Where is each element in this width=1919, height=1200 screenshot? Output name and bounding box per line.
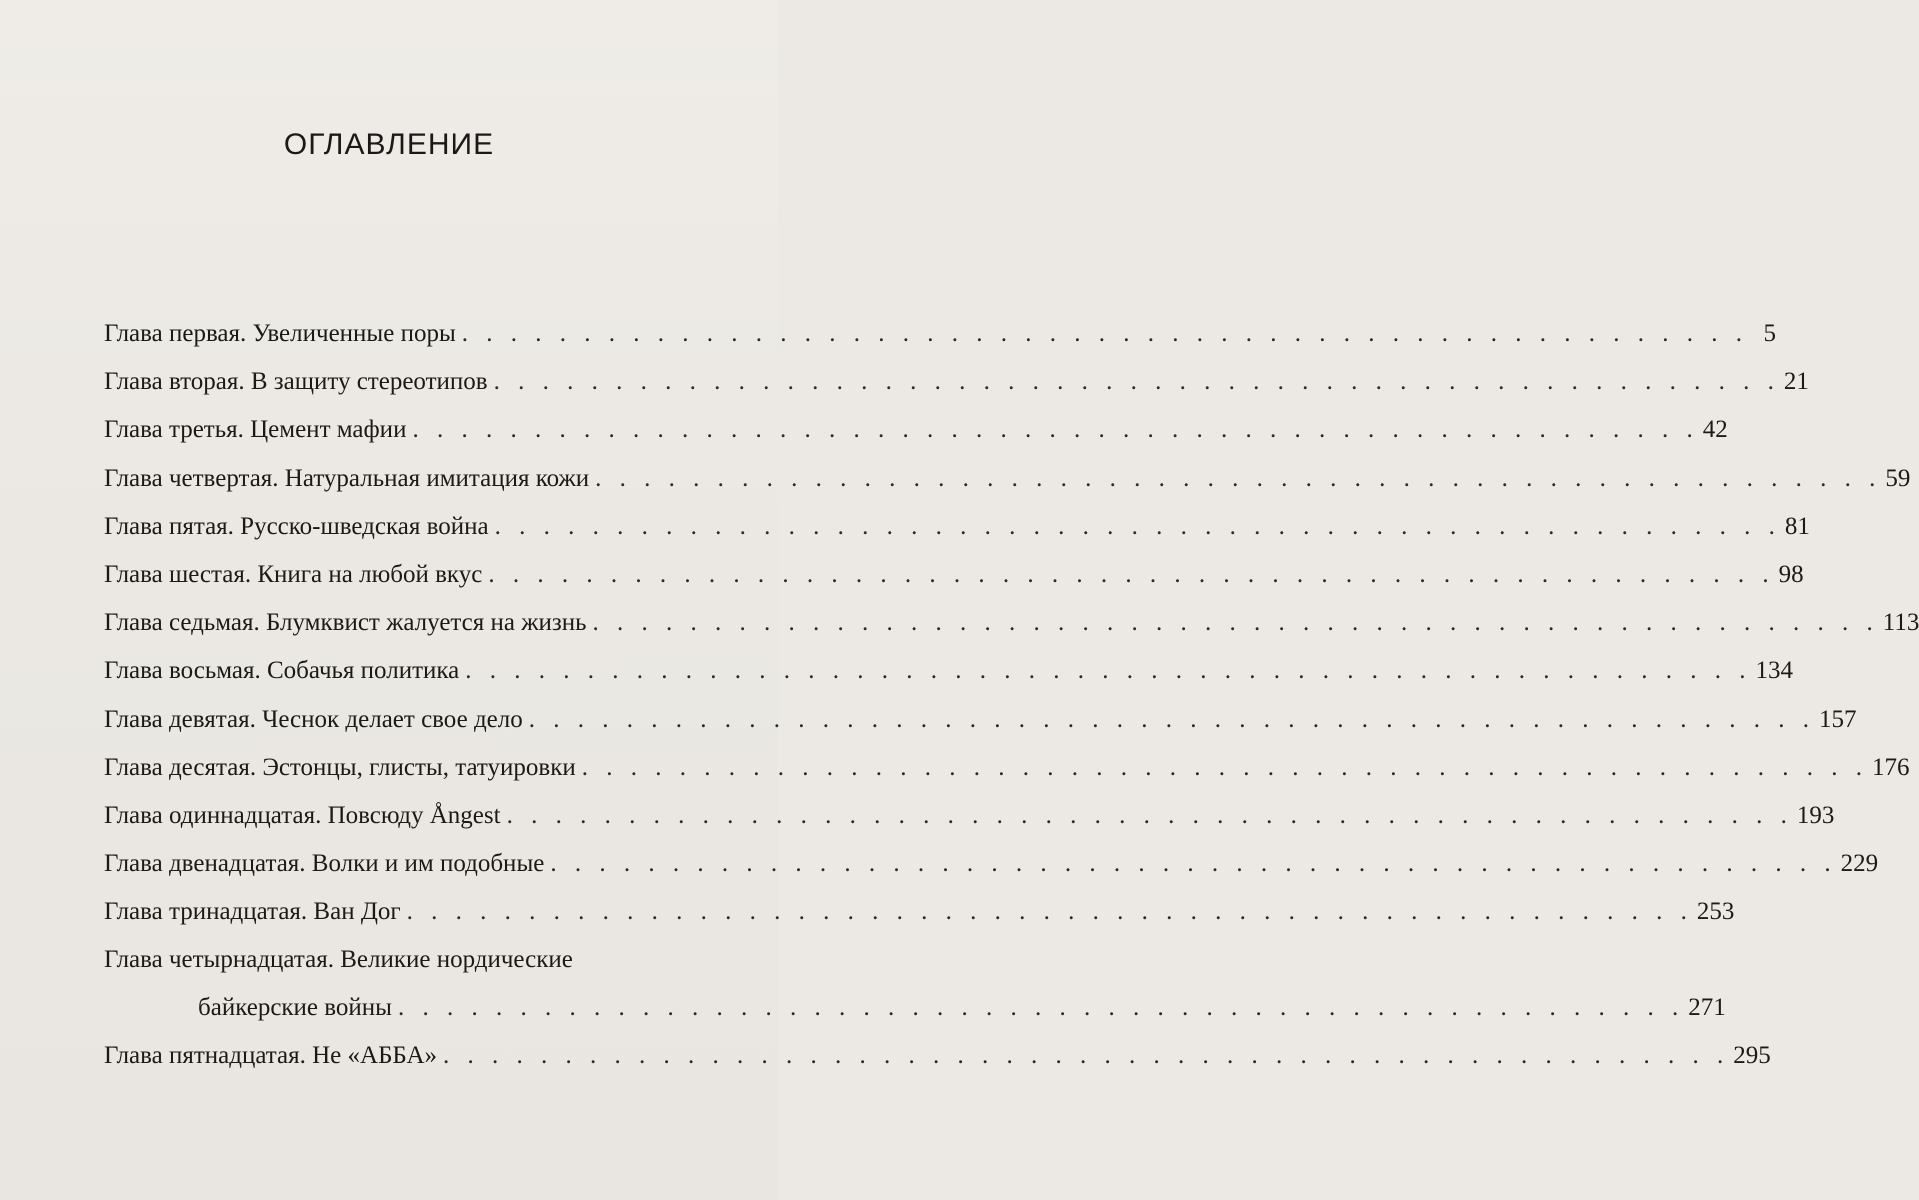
toc-entry-page: 21 [1783, 368, 1809, 396]
dot-leader [398, 992, 1684, 1024]
toc-entry-page: 193 [1796, 801, 1835, 829]
toc-entry-8 [104, 655, 1793, 703]
toc-entry-10 [104, 752, 1910, 800]
toc-entry-page: 134 [1755, 657, 1793, 685]
toc-entry-title: Глава первая. Увеличенные поры [104, 320, 456, 347]
toc-entry-11 [104, 800, 1835, 848]
dot-leader [495, 511, 1781, 543]
toc-entry-4 [104, 463, 1911, 511]
toc-entry-page: 98 [1778, 560, 1804, 588]
toc-entry-7 [104, 607, 1919, 655]
toc-entry-title: Глава пятнадцатая. Не «АББА» [104, 1042, 438, 1070]
toc-entry-1 [104, 318, 1776, 366]
page-title: ОГЛАВЛЕНИЕ [283, 128, 495, 161]
toc-entry-title: Глава шестая. Книга на любой вкус [104, 560, 483, 588]
toc-entry-title: Глава четвертая. Натуральная имитация кожи [104, 464, 590, 492]
toc-entry-title-continuation: байкерские войны [198, 994, 392, 1022]
toc-entry-page: 113 [1882, 609, 1919, 637]
toc-entry-page: 157 [1819, 705, 1857, 733]
dot-leader [507, 800, 1793, 832]
toc-entry-2 [104, 366, 1809, 414]
toc-entry-page: 42 [1702, 416, 1728, 444]
toc-entry-page: 229 [1840, 850, 1879, 878]
toc-entry-12 [104, 848, 1879, 896]
toc-entry-6 [104, 559, 1804, 607]
toc-entry-page: 295 [1733, 1042, 1771, 1070]
toc-entry-page: 271 [1688, 994, 1726, 1022]
toc-entry-page: 176 [1871, 753, 1910, 781]
toc-entry-title: Глава тринадцатая. Ван Дог [104, 898, 401, 926]
toc-entry-page: 59 [1885, 464, 1911, 492]
toc-entry-title: Глава двенадцатая. Волки и им подобные [104, 850, 545, 878]
dot-leader [407, 896, 1693, 928]
dot-leader [550, 848, 1836, 880]
table-of-contents [104, 318, 1919, 1089]
dot-leader [529, 704, 1815, 736]
toc-entry-page: 253 [1696, 898, 1735, 926]
toc-entry-5 [104, 511, 1810, 559]
dot-leader [582, 752, 1868, 784]
toc-entry-14 [104, 944, 1726, 1040]
toc-entry-title: Глава седьмая. Блумквист жалуется на жизнь [104, 609, 587, 637]
dot-leader [462, 318, 1748, 350]
toc-entry-title: Глава третья. Цемент мафии [104, 416, 407, 444]
toc-entry-15 [104, 1040, 1771, 1088]
toc-entry-title: Глава восьмая. Собачья политика [104, 657, 460, 685]
toc-entry-3 [104, 414, 1728, 462]
toc-entry-title: Глава одиннадцатая. Повсюду Ångest [104, 801, 501, 829]
toc-entry-page: 5 [1763, 320, 1776, 347]
toc-entry-page: 81 [1784, 512, 1810, 540]
toc-entry-title: Глава десятая. Эстонцы, глисты, татуировки [104, 753, 576, 781]
dot-leader [412, 414, 1698, 446]
toc-entry-title: Глава вторая. В защиту стереотипов [104, 368, 488, 396]
toc-entry-title: Глава девятая. Чеснок делает свое дело [104, 705, 523, 733]
dot-leader [595, 463, 1881, 495]
toc-entry-9 [104, 704, 1857, 752]
toc-entry-title: Глава четырнадцатая. Великие нордические [104, 946, 573, 974]
dot-leader [593, 607, 1879, 639]
dot-leader [443, 1040, 1729, 1072]
toc-entry-13 [104, 896, 1735, 944]
dot-leader [465, 655, 1751, 687]
dot-leader [494, 366, 1780, 398]
dot-leader [488, 559, 1774, 591]
toc-entry-title: Глава пятая. Русско-шведская война [104, 512, 489, 540]
